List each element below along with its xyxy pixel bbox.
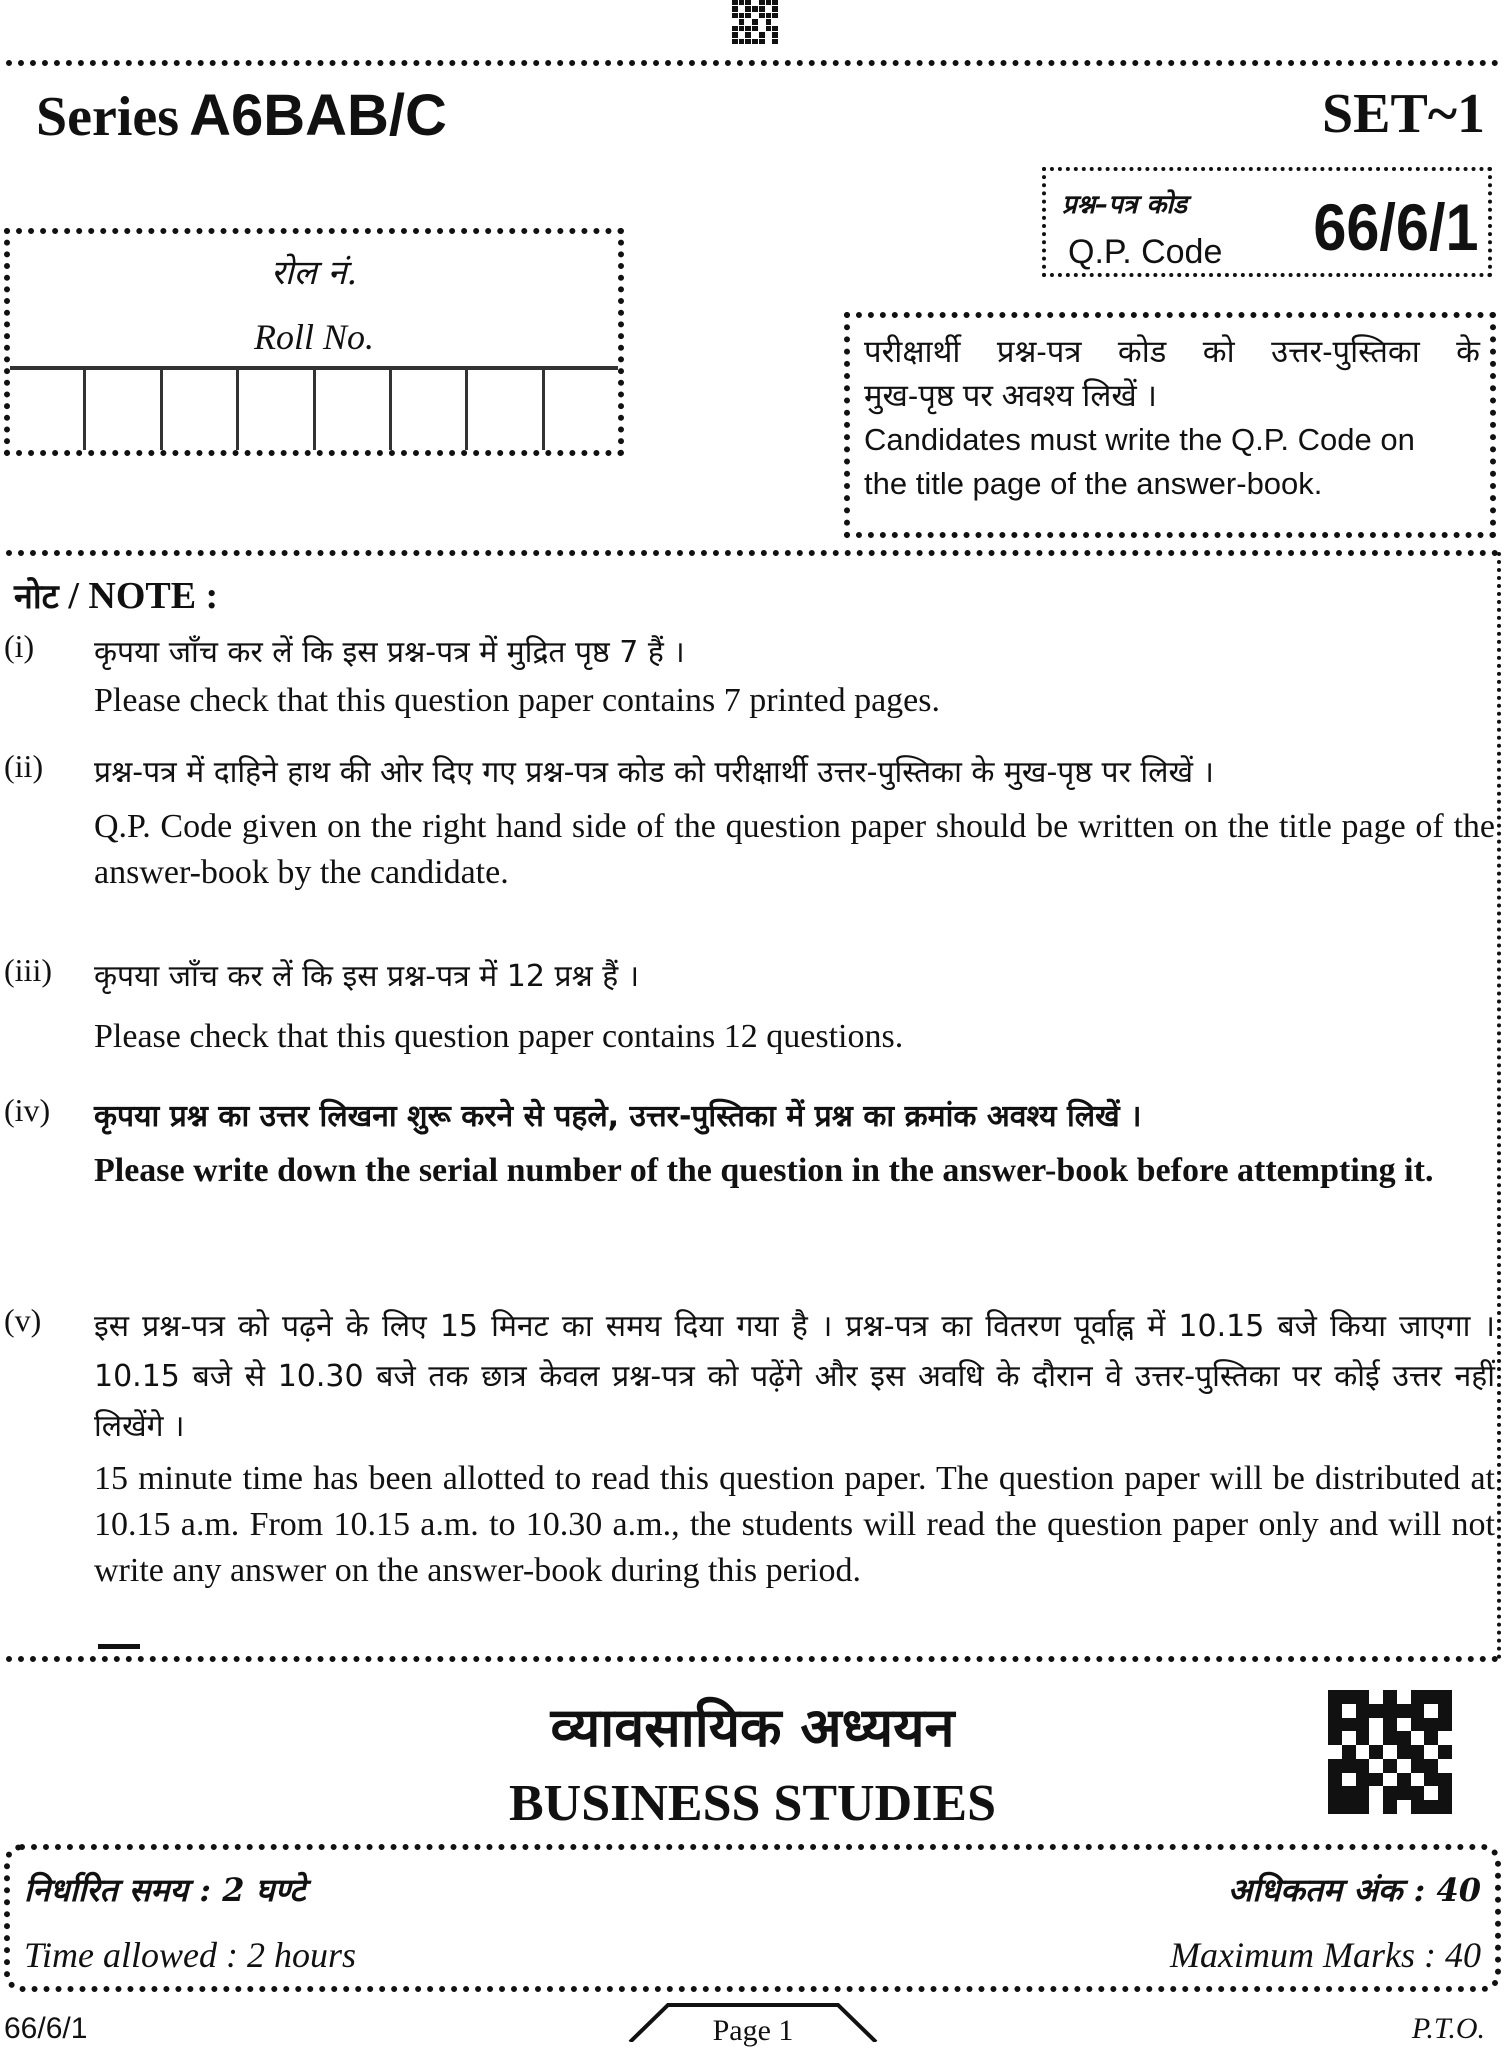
note-item-hi: इस प्रश्न-पत्र को पढ़ने के लिए 15 मिनट का समय दिया गया है । प्रश्न-पत्र का वितरण पूर्वाह्न में 10.15 बजे किया जाएगा । 10.15 बजे से 10.30 बजे तक छात्र केवल प्रश्न-पत्र को पढ़ेंगे और इस अवधि के दौरान वे उत्तर-पुस्तिका पर कोई उत्तर नहीं लिखेंगे । [94,1309,1495,1444]
series-label: Series [36,86,180,148]
footer-pto: P.T.O. [1411,2012,1485,2045]
roll-cell[interactable] [239,370,315,450]
note-item-en: Please write down the serial number of the question in the answer-book before attempting it. [94,1152,1434,1189]
note-item-en: 15 minute time has been allotted to read this question paper. The question paper will be distributed at 10.15 a.m. From 10.15 a.m. to 10.30 a.m., the students will read the question paper only and will not write any answer on the answer-book during this period. [94,1460,1495,1589]
subject-title-hi: व्यावसायिक अध्ययन [550,1696,955,1759]
subject-top-divider [6,1656,1499,1662]
note-item-number: (iv) [4,1092,51,1128]
roll-cell[interactable] [545,370,618,450]
top-divider [6,60,1499,66]
note-top-divider [6,550,1499,556]
note-item-number: (i) [4,628,35,664]
subject-qr-code [1328,1690,1452,1814]
roll-label-hi: रोल नं. [270,253,358,293]
series-code: A6BAB/C [189,83,447,148]
subject-title-en: BUSINESS STUDIES [508,1775,997,1832]
note-item-hi: कृपया जाँच कर लें कि इस प्रश्न-पत्र में मुद्रित पृष्ठ 7 हैं । [94,635,685,670]
qp-code-label-hi: प्रश्न–पत्र कोड [1062,190,1187,220]
max-marks-en: Maximum Marks : 40 [1170,1935,1481,1975]
note-item-number: (v) [4,1302,42,1338]
qp-code-label-en: Q.P. Code [1068,233,1223,271]
note-heading-en: / NOTE : [68,575,219,617]
instruction-hi-line1: परीक्षार्थी प्रश्न-पत्र कोड को उत्तर-पुस्तिका के [864,334,1480,369]
instruction-en-line2: the title page of the answer-book. [864,466,1323,501]
time-allowed-en: Time allowed : 2 hours [24,1935,357,1975]
roll-cell[interactable] [163,370,239,450]
note-item-number: (ii) [4,748,44,784]
roll-cell[interactable] [468,370,544,450]
roll-number-box [4,228,624,456]
roll-cell[interactable] [392,370,468,450]
note-item-hi: कृपया जाँच कर लें कि इस प्रश्न-पत्र में 12 प्रश्न हैं । [94,959,640,994]
qp-code-value: 66/6/1 [1312,190,1478,264]
note-heading-hi: नोट [14,577,59,617]
instruction-hi-line2: मुख-पृष्ठ पर अवश्य लिखें । [864,378,1158,413]
note-item-en: Please check that this question paper contains 7 printed pages. [94,682,940,719]
instruction-en-line1: Candidates must write the Q.P. Code on [864,422,1415,457]
series-heading [36,82,447,149]
roll-cell[interactable] [10,370,86,450]
note-item-number: (iii) [4,952,52,988]
exam-info-box [4,1844,1501,1992]
qp-code-box [1042,167,1492,277]
note-item-en: Please check that this question paper contains 12 questions. [94,1018,904,1055]
note-right-border [1497,552,1501,1660]
underline-mark [98,1644,140,1649]
roll-cell[interactable] [86,370,162,450]
set-label: SET~1 [1322,83,1485,145]
top-qr-code [732,0,778,44]
note-item-hi: कृपया प्रश्न का उत्तर लिखना शुरू करने से पहले, उत्तर-पुस्तिका में प्रश्न का क्रमांक अवश्य लिखें । [94,1099,1142,1134]
note-item-en: Q.P. Code given on the right hand side of the question paper should be written on the title page of the answer-book by the candidate. [94,808,1495,891]
roll-label-en: Roll No. [253,317,374,357]
page-number: Page 1 [712,2014,794,2047]
candidate-instruction-box [844,312,1496,538]
roll-number-cells [10,366,618,450]
note-heading [14,572,218,618]
time-allowed-hi: निर्धारित समय : 2 घण्टे [24,1871,306,1909]
page-number-tab [628,2002,878,2047]
roll-cell[interactable] [316,370,392,450]
footer-qp-code: 66/6/1 [4,2012,88,2045]
note-item-hi: प्रश्न-पत्र में दाहिने हाथ की ओर दिए गए प्रश्न-पत्र कोड को परीक्षार्थी उत्तर-पुस्तिका के मुख-पृष्ठ पर लिखें । [94,755,1214,790]
max-marks-hi: अधिकतम अंक : 40 [1227,1871,1481,1909]
